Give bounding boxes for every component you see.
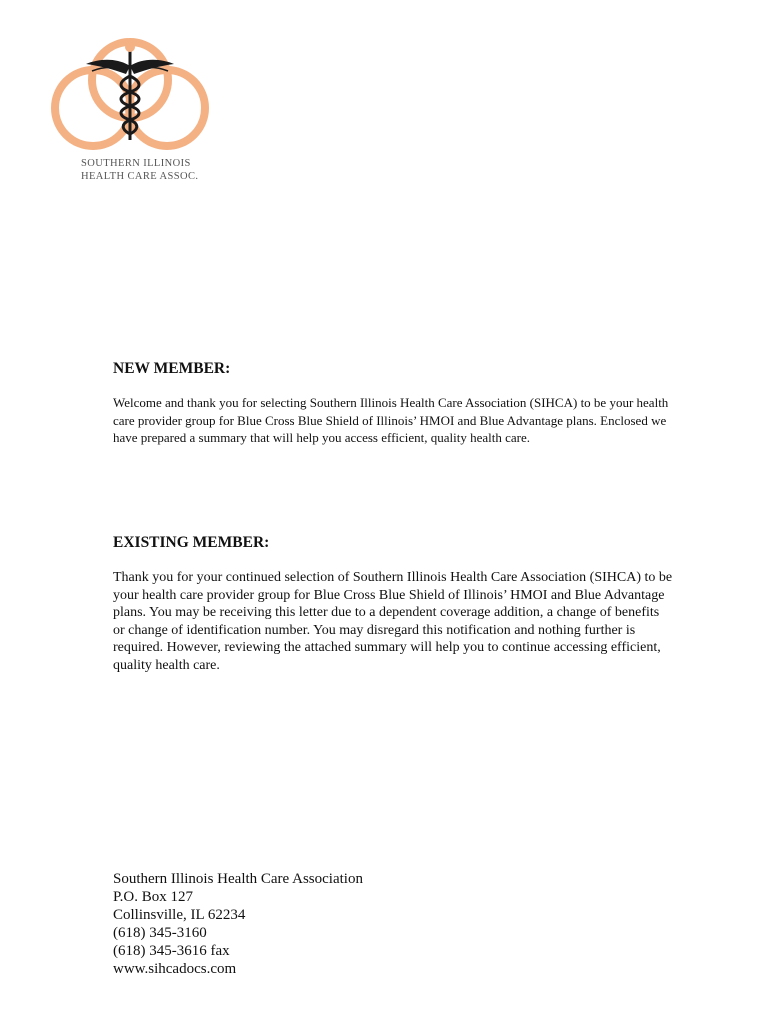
address-phone: (618) 345-3160 <box>113 925 207 941</box>
new-member-paragraph: Welcome and thank you for selecting Southern Illinois Health Care Association (SIHCA) to be your health care provider group for Blue Cross Blue Shield of Illinois’ HMOI and Blue Advantage plans. Enclosed we have prepared a summary that will help you access efficient, quality health care. <box>113 395 669 445</box>
sihca-logo <box>48 36 213 152</box>
logo-line-1: SOUTHERN ILLINOIS <box>81 158 191 169</box>
address-website: www.sihcadocs.com <box>113 961 237 977</box>
existing-member-heading: EXISTING MEMBER: <box>113 534 270 551</box>
logo-line-2: HEALTH CARE ASSOC. <box>81 171 199 182</box>
logo-wordmark <box>81 157 198 183</box>
caduceus-icon <box>48 36 213 152</box>
address-city: Collinsville, IL 62234 <box>113 907 246 923</box>
address-org: Southern Illinois Health Care Association <box>113 871 363 887</box>
address-fax: (618) 345-3616 fax <box>113 943 230 959</box>
address-block <box>113 870 363 978</box>
address-po-box: P.O. Box 127 <box>113 889 194 905</box>
new-member-heading: NEW MEMBER: <box>113 360 231 377</box>
existing-member-paragraph: Thank you for your continued selection of Southern Illinois Health Care Association (SIHCA) to be your health care provider group for Blue Cross Blue Shield of Illinois’ HMOI and Blue Advantage plans. You may be receiving this letter due to a dependent coverage addition, a change of benefits or change of identification number. You may disregard this notification and nothing further is required. However, reviewing the attached summary will help you to continue accessing efficient, quality health care. <box>113 570 673 673</box>
